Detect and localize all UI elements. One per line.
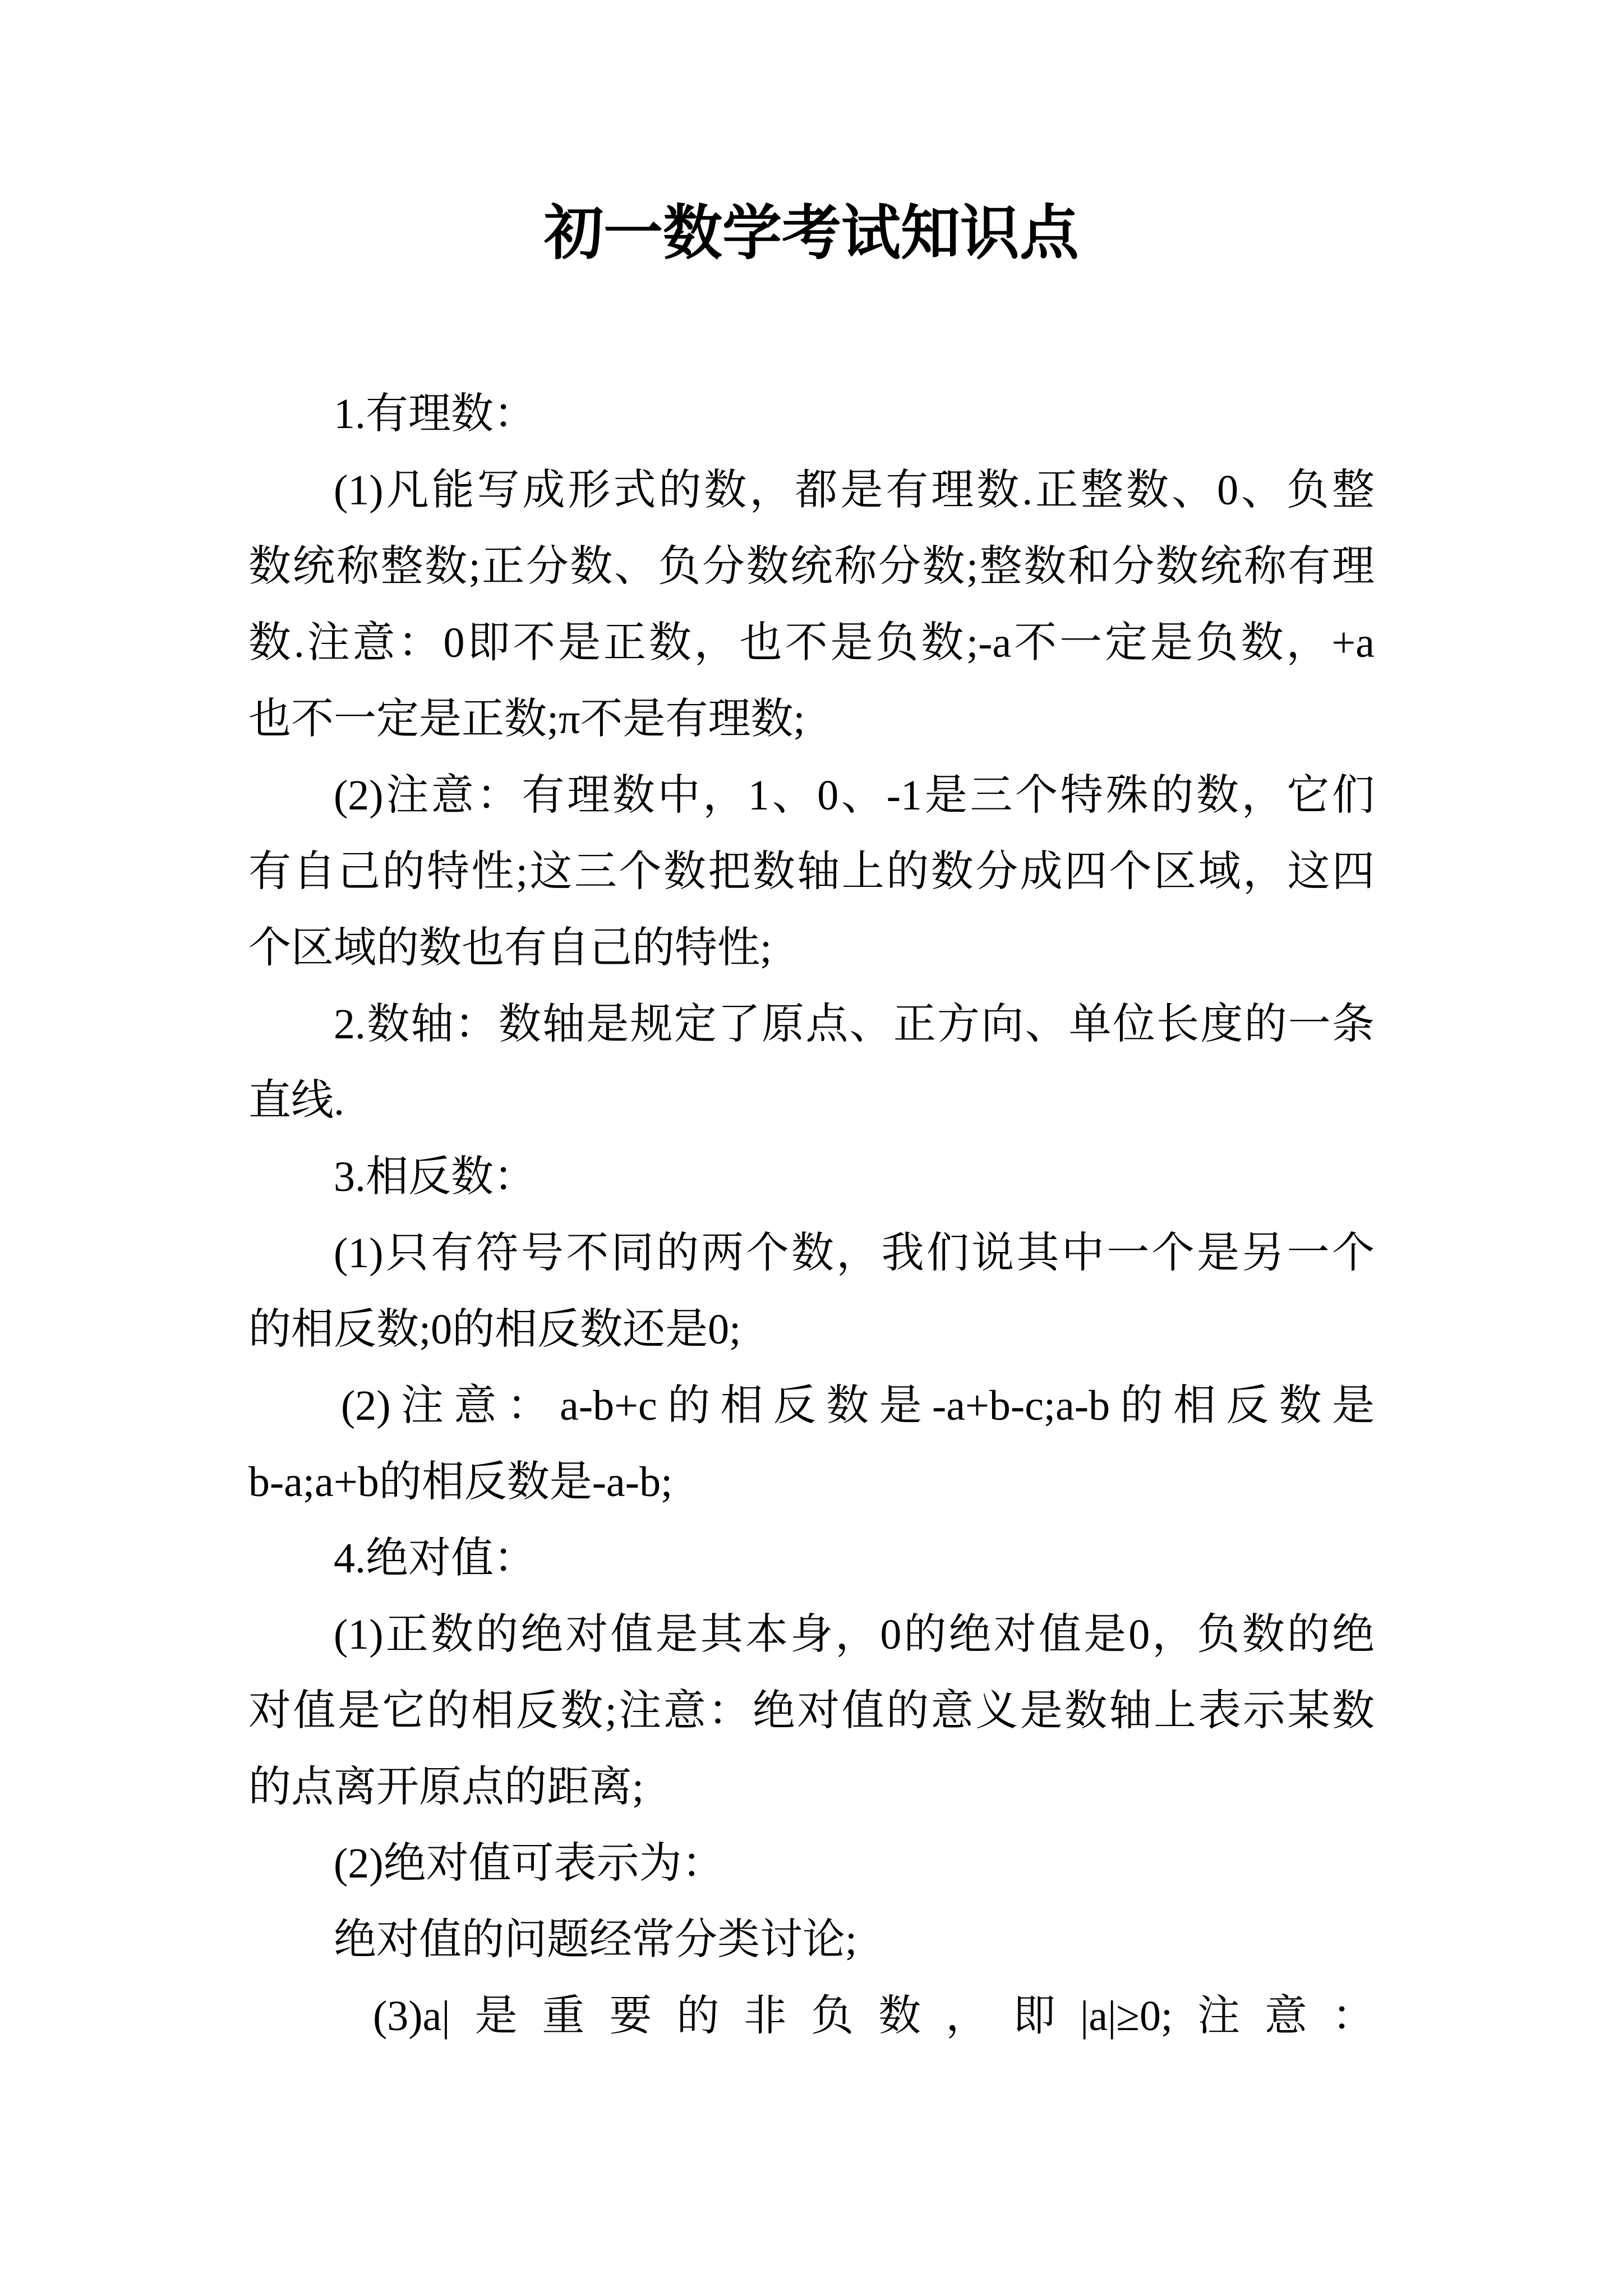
document-title: 初一数学考试知识点 [544,201,1079,266]
paragraph-number-line [248,986,1375,1139]
heading-rational-numbers [248,376,1375,452]
paragraph-rational-definition [248,452,1375,757]
text-line: 个区域的数也有自己的特性; [248,924,772,972]
text-line: (1)只有符号不同的两个数，我们说其中一个是另一个 [334,1230,1375,1277]
paragraph-absolute-value-discussion [248,1902,1375,1978]
text-line: 的相反数;0的相反数还是0; [248,1306,741,1353]
text-line: 2.数轴：数轴是规定了原点、正方向、单位长度的一条 [334,1001,1375,1048]
text-line: b-a;a+b的相反数是-a-b; [248,1458,673,1506]
text-line: 3.相反数： [334,1153,536,1200]
paragraph-absolute-value-definition [248,1596,1375,1825]
text-line: 绝对值的问题经常分类讨论; [334,1916,857,1963]
text-line: 也不一定是正数;π不是有理数; [248,696,805,743]
paragraph-absolute-value-nonnegative [248,1978,1375,2054]
text-line: (2)注意：有理数中，1、0、-1是三个特殊的数，它们 [334,772,1375,819]
text-line: 数.注意：0即不是正数，也不是负数;-a不一定是负数，+a [248,619,1375,666]
document-body [248,376,1375,2054]
text-line: 有自己的特性;这三个数把数轴上的数分成四个区域，这四 [248,848,1375,895]
text-line: 的点离开原点的距离; [248,1764,644,1811]
text-line: (2)绝对值可表示为： [334,1840,725,1887]
text-line: 4.绝对值： [334,1535,536,1582]
paragraph-rational-special-numbers [248,757,1375,986]
paragraph-opposite-definition [248,1215,1375,1368]
text-line: (1)凡能写成形式的数，都是有理数.正整数、0、负整 [334,467,1375,514]
text-line: 对值是它的相反数;注意：绝对值的意义是数轴上表示某数 [248,1687,1375,1734]
paragraph-absolute-value-expression [248,1825,1375,1902]
heading-absolute-value [248,1520,1375,1596]
heading-opposite-numbers [248,1139,1375,1215]
text-line: (3)a|是重要的非负数，即|a|≥0;注意： [373,1993,1375,2040]
text-line: 数统称整数;正分数、负分数统称分数;整数和分数统称有理 [248,543,1375,590]
text-line: 1.有理数： [334,390,536,438]
text-line: (1)正数的绝对值是其本身，0的绝对值是0，负数的绝 [334,1611,1375,1658]
text-line: (2)注意：a-b+c的相反数是-a+b-c;a-b的相反数是 [341,1382,1375,1429]
text-line: 直线. [248,1077,344,1124]
paragraph-opposite-examples [248,1368,1375,1520]
